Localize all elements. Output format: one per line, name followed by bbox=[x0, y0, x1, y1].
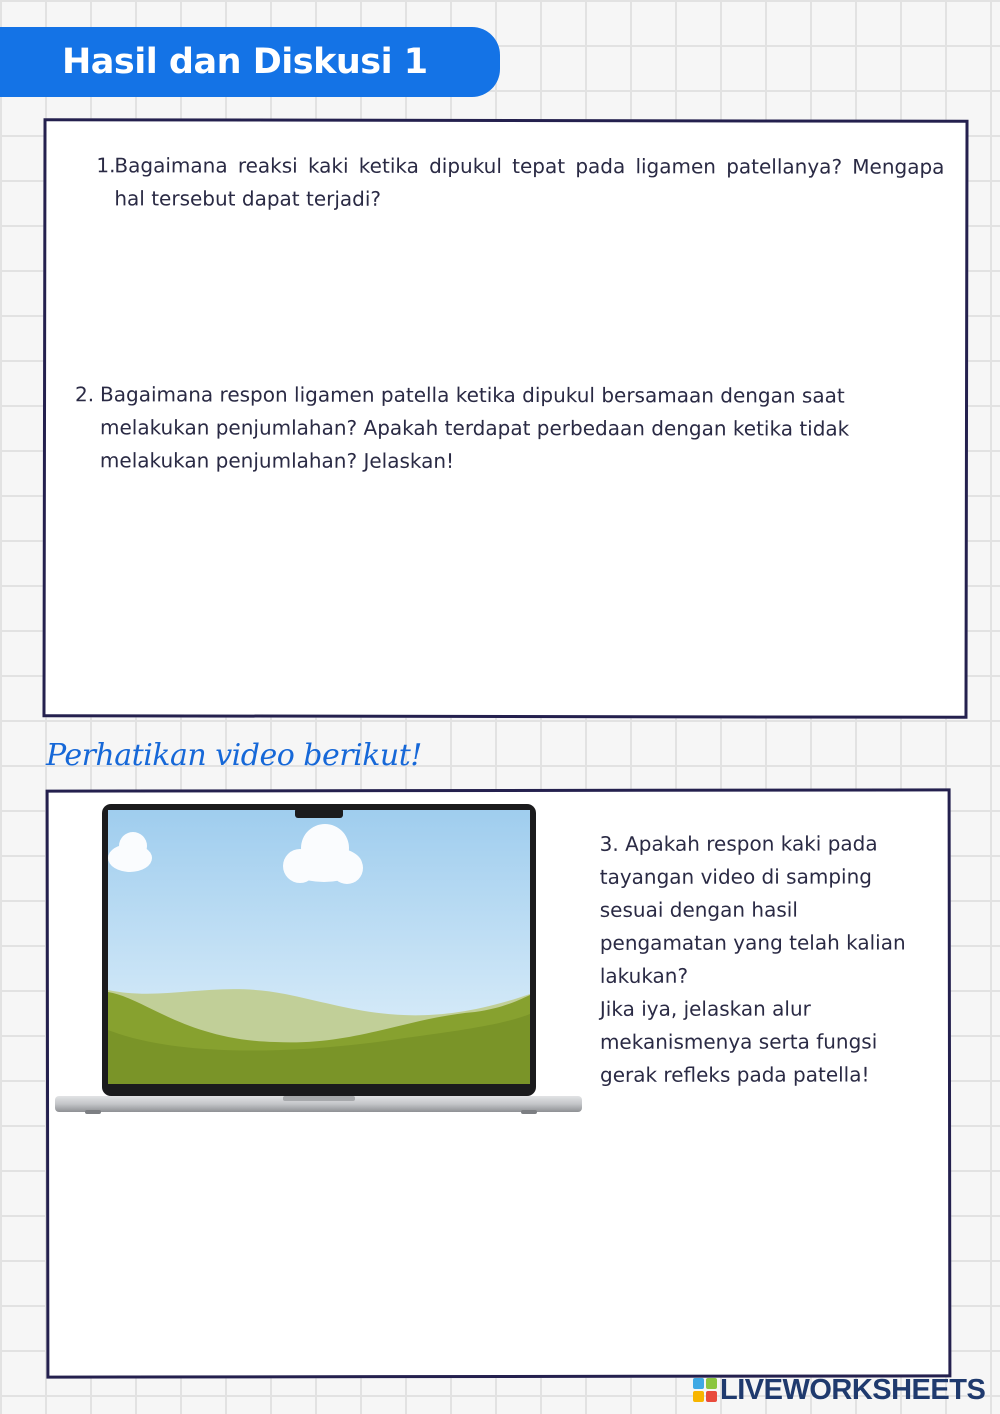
discussion-panel-1 bbox=[42, 118, 968, 719]
question-2-number: 2. bbox=[75, 382, 95, 407]
footer-logo[interactable] bbox=[693, 1372, 985, 1408]
question-2 bbox=[75, 378, 941, 479]
question-3 bbox=[600, 827, 930, 1091]
video-section-heading: Perhatikan video berikut! bbox=[46, 738, 422, 773]
question-3-text: 3. Apakah respon kaki pada tayangan video di samping sesuai dengan hasil pengamatan yang telah kalian lakukan? bbox=[599, 831, 906, 988]
question-3-followup: Jika iya, jelaskan alur mekanismenya serta fungsi gerak refleks pada patella! bbox=[599, 996, 878, 1087]
laptop-icon[interactable] bbox=[55, 802, 583, 1122]
header-banner bbox=[0, 27, 500, 97]
page-title: Hasil dan Diskusi 1 bbox=[62, 42, 428, 82]
question-1 bbox=[96, 149, 944, 216]
footer-logo-text: LIVEWORKSHEETS bbox=[720, 1373, 986, 1406]
question-1-number: 1. bbox=[96, 153, 116, 178]
question-2-text: Bagaimana respon ligamen patella ketika dipukul bersamaan dengan saat melakukan penjumlahan? Apakah terdapat perbedaan dengan ketika tidak melakukan penjumlahan? Jelaskan! bbox=[99, 382, 850, 473]
question-1-text: Bagaimana reaksi kaki ketika dipukul tepat pada ligamen patellanya? Mengapa hal tersebut dapat terjadi? bbox=[114, 153, 945, 211]
liveworksheets-logo-icon bbox=[693, 1378, 717, 1402]
